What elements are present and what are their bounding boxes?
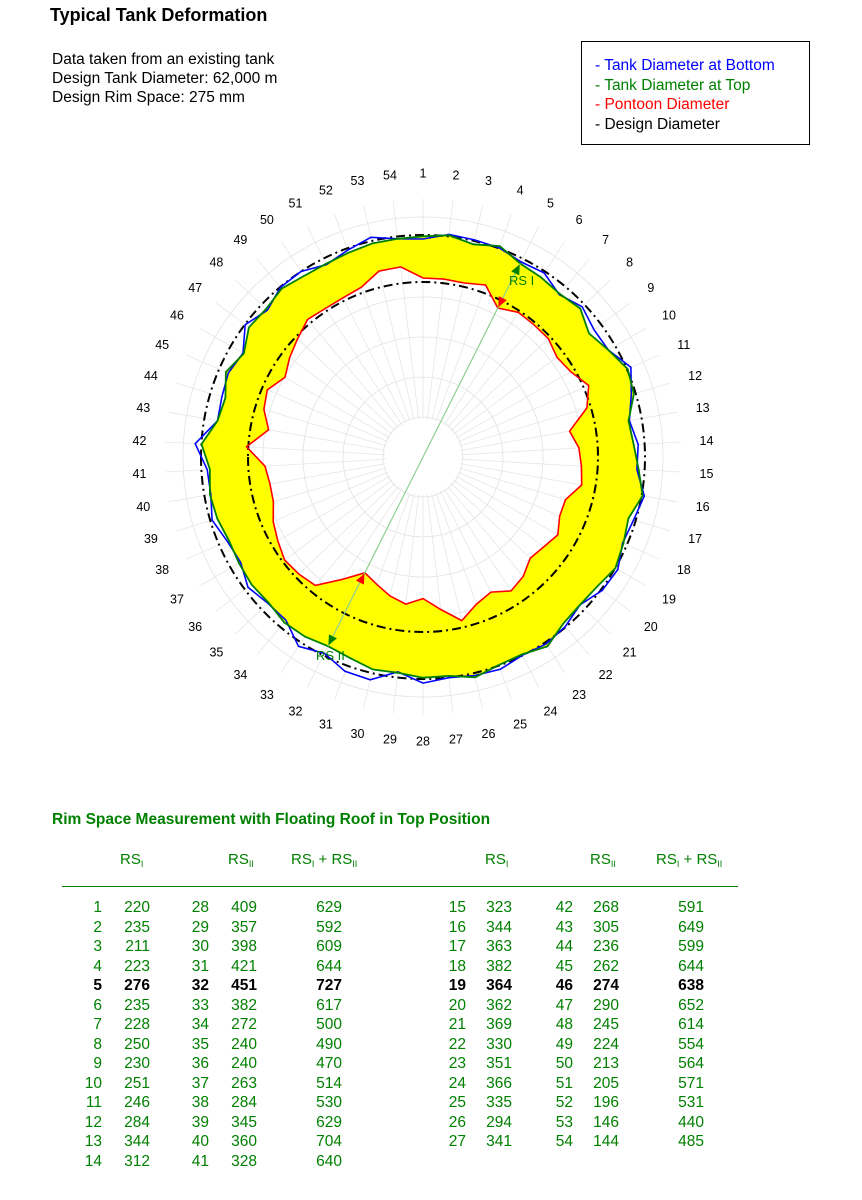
cell-rs-ii-a: 240 — [231, 1035, 257, 1053]
direction-label: 3 — [485, 174, 492, 189]
rim-space-measure-line — [328, 264, 520, 647]
cell-pt-b: 30 — [191, 938, 209, 955]
table-row — [0, 1036, 862, 1056]
cell-rs-i-b: 382 — [486, 957, 512, 975]
cell-pt-d: 46 — [555, 977, 573, 994]
cell-rs-ii-a: 360 — [231, 1133, 257, 1150]
cell-rs-i-b: 335 — [486, 1094, 512, 1111]
header-text: RS — [590, 851, 611, 868]
cell-rs-i-b: 369 — [486, 1016, 512, 1033]
cell-pt-b: 34 — [191, 1016, 209, 1033]
cell-sum-b: 564 — [678, 1055, 704, 1072]
table-row — [0, 919, 862, 939]
direction-label: 4 — [516, 183, 524, 198]
header-text: + RS — [314, 851, 353, 868]
header-sub: II — [248, 859, 254, 869]
cell-rs-ii-a: 382 — [231, 996, 257, 1014]
header-text: RS — [485, 851, 506, 868]
cell-rs-i-a: 312 — [124, 1152, 150, 1170]
direction-label: 11 — [677, 338, 691, 352]
table-row — [0, 938, 862, 958]
cell-rs-i-a: 235 — [124, 918, 150, 936]
legend-entry-top: - Tank Diameter at Top — [595, 76, 751, 94]
direction-label: 46 — [170, 308, 184, 323]
cell-pt-d: 53 — [555, 1113, 573, 1131]
cell-rs-ii-a: 357 — [231, 918, 257, 936]
cell-pt-b: 36 — [191, 1055, 209, 1072]
table-row — [0, 997, 862, 1017]
cell-pt-a: 3 — [93, 938, 102, 955]
cell-rs-i-a: 251 — [124, 1074, 150, 1092]
direction-label: 51 — [288, 196, 303, 211]
legend — [581, 41, 810, 145]
header-sub: II — [352, 859, 358, 869]
cell-rs-ii-b: 305 — [593, 918, 619, 936]
grid-spoke — [461, 459, 681, 472]
direction-label: 29 — [383, 732, 397, 747]
cell-rs-i-b: 323 — [486, 899, 512, 916]
cell-pt-a: 1 — [93, 899, 102, 916]
cell-rs-ii-a: 263 — [231, 1074, 257, 1092]
cell-rs-ii-b: 146 — [593, 1113, 619, 1131]
cell-pt-a: 14 — [84, 1152, 102, 1170]
polar-chart — [0, 150, 862, 790]
direction-label: 40 — [136, 499, 151, 514]
cell-rs-ii-b: 205 — [593, 1074, 619, 1092]
cell-rs-ii-a: 272 — [231, 1016, 257, 1033]
cell-pt-a: 4 — [93, 957, 102, 975]
direction-label: 33 — [259, 687, 274, 702]
table-row — [0, 1075, 862, 1095]
cell-rs-i-b: 294 — [486, 1113, 512, 1131]
table-body — [0, 899, 862, 1189]
direction-label: 12 — [688, 369, 703, 383]
cell-rs-ii-b: 213 — [593, 1055, 619, 1072]
cell-rs-i-a: 220 — [124, 899, 150, 916]
cell-rs-i-a: 223 — [124, 957, 150, 975]
cell-sum-b: 554 — [678, 1035, 704, 1053]
cell-rs-ii-b: 274 — [593, 977, 619, 994]
cell-sum-b: 485 — [678, 1133, 704, 1150]
cell-pt-a: 11 — [85, 1094, 102, 1111]
direction-label: 15 — [699, 467, 714, 481]
cell-pt-c: 21 — [448, 1016, 466, 1033]
direction-label: 35 — [209, 645, 224, 660]
cell-rs-ii-b: 245 — [593, 1016, 619, 1033]
cell-rs-i-a: 250 — [124, 1035, 150, 1053]
direction-label: 31 — [318, 717, 333, 732]
cell-rs-ii-a: 451 — [231, 977, 257, 994]
header-text: + RS — [679, 851, 718, 868]
direction-label: 34 — [233, 668, 248, 683]
cell-pt-d: 50 — [555, 1055, 573, 1072]
cell-rs-ii-b: 268 — [593, 899, 619, 916]
grid-spoke — [393, 201, 419, 420]
cell-rs-ii-a: 398 — [231, 938, 257, 955]
table-row — [0, 1133, 862, 1153]
cell-pt-d: 47 — [555, 996, 573, 1014]
cell-sum-b: 652 — [678, 996, 704, 1014]
direction-label: 49 — [233, 232, 248, 247]
cell-pt-a: 13 — [84, 1133, 102, 1150]
info-line-rim-space: Design Rim Space: 275 mm — [52, 89, 245, 106]
cell-rs-i-b: 351 — [486, 1055, 512, 1072]
header-sub: II — [610, 859, 616, 869]
table-row — [0, 958, 862, 978]
cell-pt-a: 9 — [93, 1055, 102, 1072]
rs-ii-label: RS II — [316, 648, 345, 663]
cell-rs-i-b: 344 — [486, 918, 512, 936]
cell-pt-d: 52 — [555, 1094, 573, 1111]
header-sub: I — [311, 859, 315, 869]
header-text: RS — [291, 851, 312, 868]
direction-label: 9 — [647, 280, 655, 295]
direction-label: 42 — [132, 434, 147, 448]
info-line-source: Data taken from an existing tank — [52, 51, 275, 68]
direction-label: 39 — [143, 532, 158, 546]
cell-rs-i-b: 363 — [486, 938, 512, 955]
header-sub: I — [505, 859, 509, 869]
cell-pt-c: 17 — [448, 938, 466, 955]
cell-pt-c: 24 — [448, 1074, 466, 1092]
direction-label: 28 — [416, 734, 430, 749]
cell-pt-c: 20 — [448, 996, 466, 1014]
direction-label: 16 — [695, 499, 710, 514]
direction-label: 10 — [662, 308, 676, 323]
cell-rs-i-b: 362 — [486, 996, 512, 1014]
cell-rs-i-a: 246 — [124, 1094, 150, 1111]
table-row — [0, 1016, 862, 1036]
direction-label: 48 — [209, 255, 224, 270]
info-block — [52, 50, 277, 107]
cell-sum-a: 629 — [316, 899, 342, 916]
cell-sum-b: 644 — [678, 957, 704, 975]
direction-label: 21 — [622, 645, 637, 660]
cell-pt-b: 31 — [191, 957, 209, 975]
cell-rs-i-a: 344 — [124, 1133, 150, 1150]
direction-label: 2 — [452, 168, 460, 183]
cell-pt-b: 41 — [191, 1152, 209, 1170]
direction-label: 43 — [136, 401, 151, 416]
header-text: RS — [120, 851, 141, 868]
table-row — [0, 1055, 862, 1075]
table-row — [0, 1153, 862, 1173]
header-sub: I — [676, 859, 680, 869]
cell-sum-b: 638 — [678, 977, 704, 994]
table-row — [0, 977, 862, 997]
legend-entry-pontoon: - Pontoon Diameter — [595, 96, 730, 113]
direction-label: 36 — [188, 620, 203, 635]
direction-label: 18 — [676, 563, 691, 577]
direction-label: 6 — [575, 213, 583, 228]
table-title: Rim Space Measurement with Floating Roof in Top Position — [52, 811, 491, 828]
cell-rs-ii-a: 240 — [231, 1055, 257, 1072]
direction-label: 54 — [383, 168, 397, 183]
cell-rs-ii-b: 196 — [593, 1094, 619, 1111]
cell-rs-ii-a: 409 — [231, 899, 257, 916]
cell-pt-b: 40 — [191, 1133, 209, 1150]
cell-pt-b: 28 — [191, 899, 209, 916]
cell-pt-d: 44 — [555, 938, 573, 955]
table-row — [0, 1094, 862, 1114]
cell-pt-a: 12 — [84, 1113, 102, 1131]
cell-sum-b: 614 — [678, 1016, 704, 1033]
direction-label: 7 — [602, 232, 610, 247]
cell-rs-ii-b: 290 — [593, 996, 619, 1014]
cell-pt-d: 43 — [555, 918, 573, 936]
legend-entry-bottom: - Tank Diameter at Bottom — [595, 57, 775, 74]
rs-i-label: RS I — [509, 273, 535, 288]
cell-sum-a: 704 — [316, 1133, 342, 1150]
direction-label: 17 — [688, 532, 703, 546]
direction-label: 24 — [543, 704, 558, 719]
cell-sum-b: 531 — [678, 1094, 704, 1111]
header-sum-left — [291, 851, 357, 869]
cell-pt-c: 23 — [448, 1055, 466, 1072]
cell-sum-a: 609 — [316, 938, 342, 955]
cell-pt-d: 54 — [555, 1133, 573, 1150]
cell-pt-a: 5 — [93, 977, 102, 994]
cell-pt-c: 15 — [448, 899, 466, 916]
cell-pt-b: 39 — [191, 1113, 209, 1131]
cell-sum-b: 649 — [678, 918, 704, 936]
header-rs-ii-right — [590, 851, 616, 869]
header-text: RS — [228, 851, 249, 868]
header-rs-i-right — [485, 851, 508, 869]
direction-label: 20 — [643, 620, 658, 635]
direction-label: 44 — [143, 369, 158, 383]
cell-sum-a: 500 — [316, 1016, 342, 1033]
grid-spoke — [461, 442, 681, 455]
header-sub: II — [717, 859, 723, 869]
cell-pt-d: 42 — [555, 899, 573, 916]
cell-pt-a: 8 — [93, 1035, 102, 1053]
direction-label: 25 — [513, 717, 528, 732]
direction-label: 37 — [170, 592, 184, 607]
direction-label: 13 — [695, 401, 710, 416]
header-text: RS — [656, 851, 677, 868]
cell-pt-b: 35 — [191, 1035, 209, 1053]
cell-pt-d: 48 — [555, 1016, 573, 1033]
cell-rs-ii-b: 236 — [593, 938, 619, 955]
direction-label: 30 — [350, 726, 365, 741]
direction-label: 38 — [155, 563, 170, 577]
page-title: Typical Tank Deformation — [50, 5, 268, 25]
header-sub: I — [140, 859, 144, 869]
direction-label: 27 — [449, 732, 463, 747]
direction-label: 5 — [547, 196, 554, 211]
direction-label: 47 — [188, 280, 203, 295]
cell-pt-c: 25 — [448, 1094, 466, 1111]
cell-rs-ii-b: 144 — [593, 1133, 619, 1150]
info-line-diameter: Design Tank Diameter: 62,000 m — [52, 70, 278, 87]
cell-sum-a: 617 — [316, 996, 342, 1014]
cell-pt-c: 18 — [448, 957, 466, 975]
cell-sum-a: 727 — [316, 977, 342, 994]
direction-label: 32 — [288, 704, 303, 719]
cell-sum-b: 571 — [678, 1074, 704, 1092]
cell-pt-b: 32 — [191, 977, 209, 994]
header-rs-i-left — [120, 851, 143, 869]
cell-rs-ii-b: 224 — [593, 1035, 619, 1053]
table-row — [0, 1114, 862, 1134]
grid-spoke — [165, 442, 385, 455]
cell-sum-a: 640 — [316, 1152, 342, 1170]
cell-pt-a: 2 — [93, 918, 102, 936]
direction-label: 1 — [419, 166, 427, 181]
cell-sum-a: 490 — [316, 1035, 342, 1053]
cell-sum-a: 592 — [316, 918, 342, 936]
cell-rs-i-b: 364 — [486, 977, 512, 994]
cell-sum-a: 530 — [316, 1094, 342, 1111]
cell-rs-i-a: 228 — [124, 1016, 150, 1033]
cell-rs-i-a: 276 — [124, 977, 150, 994]
table-row — [0, 899, 862, 919]
direction-label: 8 — [626, 255, 634, 270]
cell-rs-i-b: 366 — [486, 1074, 512, 1092]
cell-sum-b: 599 — [678, 938, 704, 955]
cell-sum-a: 514 — [316, 1074, 342, 1092]
cell-pt-c: 26 — [448, 1113, 466, 1131]
header-sum-right — [656, 851, 722, 869]
cell-rs-i-b: 330 — [486, 1035, 512, 1053]
cell-pt-a: 10 — [84, 1074, 102, 1092]
cell-rs-i-a: 230 — [124, 1055, 150, 1072]
cell-rs-ii-a: 345 — [231, 1113, 257, 1131]
direction-label: 41 — [132, 467, 147, 481]
cell-sum-b: 591 — [678, 899, 704, 916]
direction-label: 45 — [155, 338, 170, 352]
cell-pt-a: 6 — [93, 996, 102, 1014]
cell-pt-d: 51 — [555, 1074, 573, 1092]
legend-entry-design: - Design Diameter — [595, 115, 720, 133]
direction-label: 23 — [572, 687, 587, 702]
cell-sum-a: 644 — [316, 957, 342, 975]
cell-sum-b: 440 — [678, 1113, 704, 1131]
header-rs-ii-left — [228, 851, 254, 869]
cell-sum-a: 629 — [316, 1113, 342, 1131]
cell-pt-d: 45 — [555, 957, 573, 975]
cell-rs-i-b: 341 — [486, 1133, 512, 1150]
direction-label: 53 — [350, 174, 365, 189]
cell-rs-i-a: 235 — [124, 996, 150, 1014]
direction-label: 14 — [699, 434, 714, 448]
cell-pt-b: 37 — [191, 1074, 209, 1092]
cell-rs-i-a: 284 — [124, 1113, 150, 1131]
cell-rs-i-a: 211 — [125, 938, 150, 955]
cell-rs-ii-a: 328 — [231, 1152, 257, 1170]
cell-rs-ii-b: 262 — [593, 957, 619, 975]
grid-spoke — [165, 459, 385, 472]
cell-rs-ii-a: 284 — [231, 1094, 257, 1111]
table-header-divider — [62, 886, 738, 887]
grid-spoke — [427, 201, 453, 420]
direction-label: 19 — [662, 592, 676, 607]
cell-pt-b: 29 — [191, 918, 209, 936]
cell-pt-c: 22 — [448, 1035, 466, 1053]
cell-sum-a: 470 — [316, 1055, 342, 1072]
cell-pt-c: 19 — [448, 977, 466, 994]
cell-pt-a: 7 — [93, 1016, 102, 1033]
cell-pt-c: 16 — [448, 918, 466, 936]
cell-pt-d: 49 — [555, 1035, 573, 1053]
direction-label: 52 — [318, 183, 333, 198]
cell-pt-b: 38 — [191, 1094, 209, 1111]
direction-label: 26 — [481, 726, 496, 741]
cell-pt-c: 27 — [448, 1133, 466, 1150]
direction-label: 50 — [259, 213, 274, 228]
direction-label: 22 — [598, 668, 613, 683]
cell-pt-b: 33 — [191, 996, 209, 1014]
cell-rs-ii-a: 421 — [231, 957, 257, 975]
